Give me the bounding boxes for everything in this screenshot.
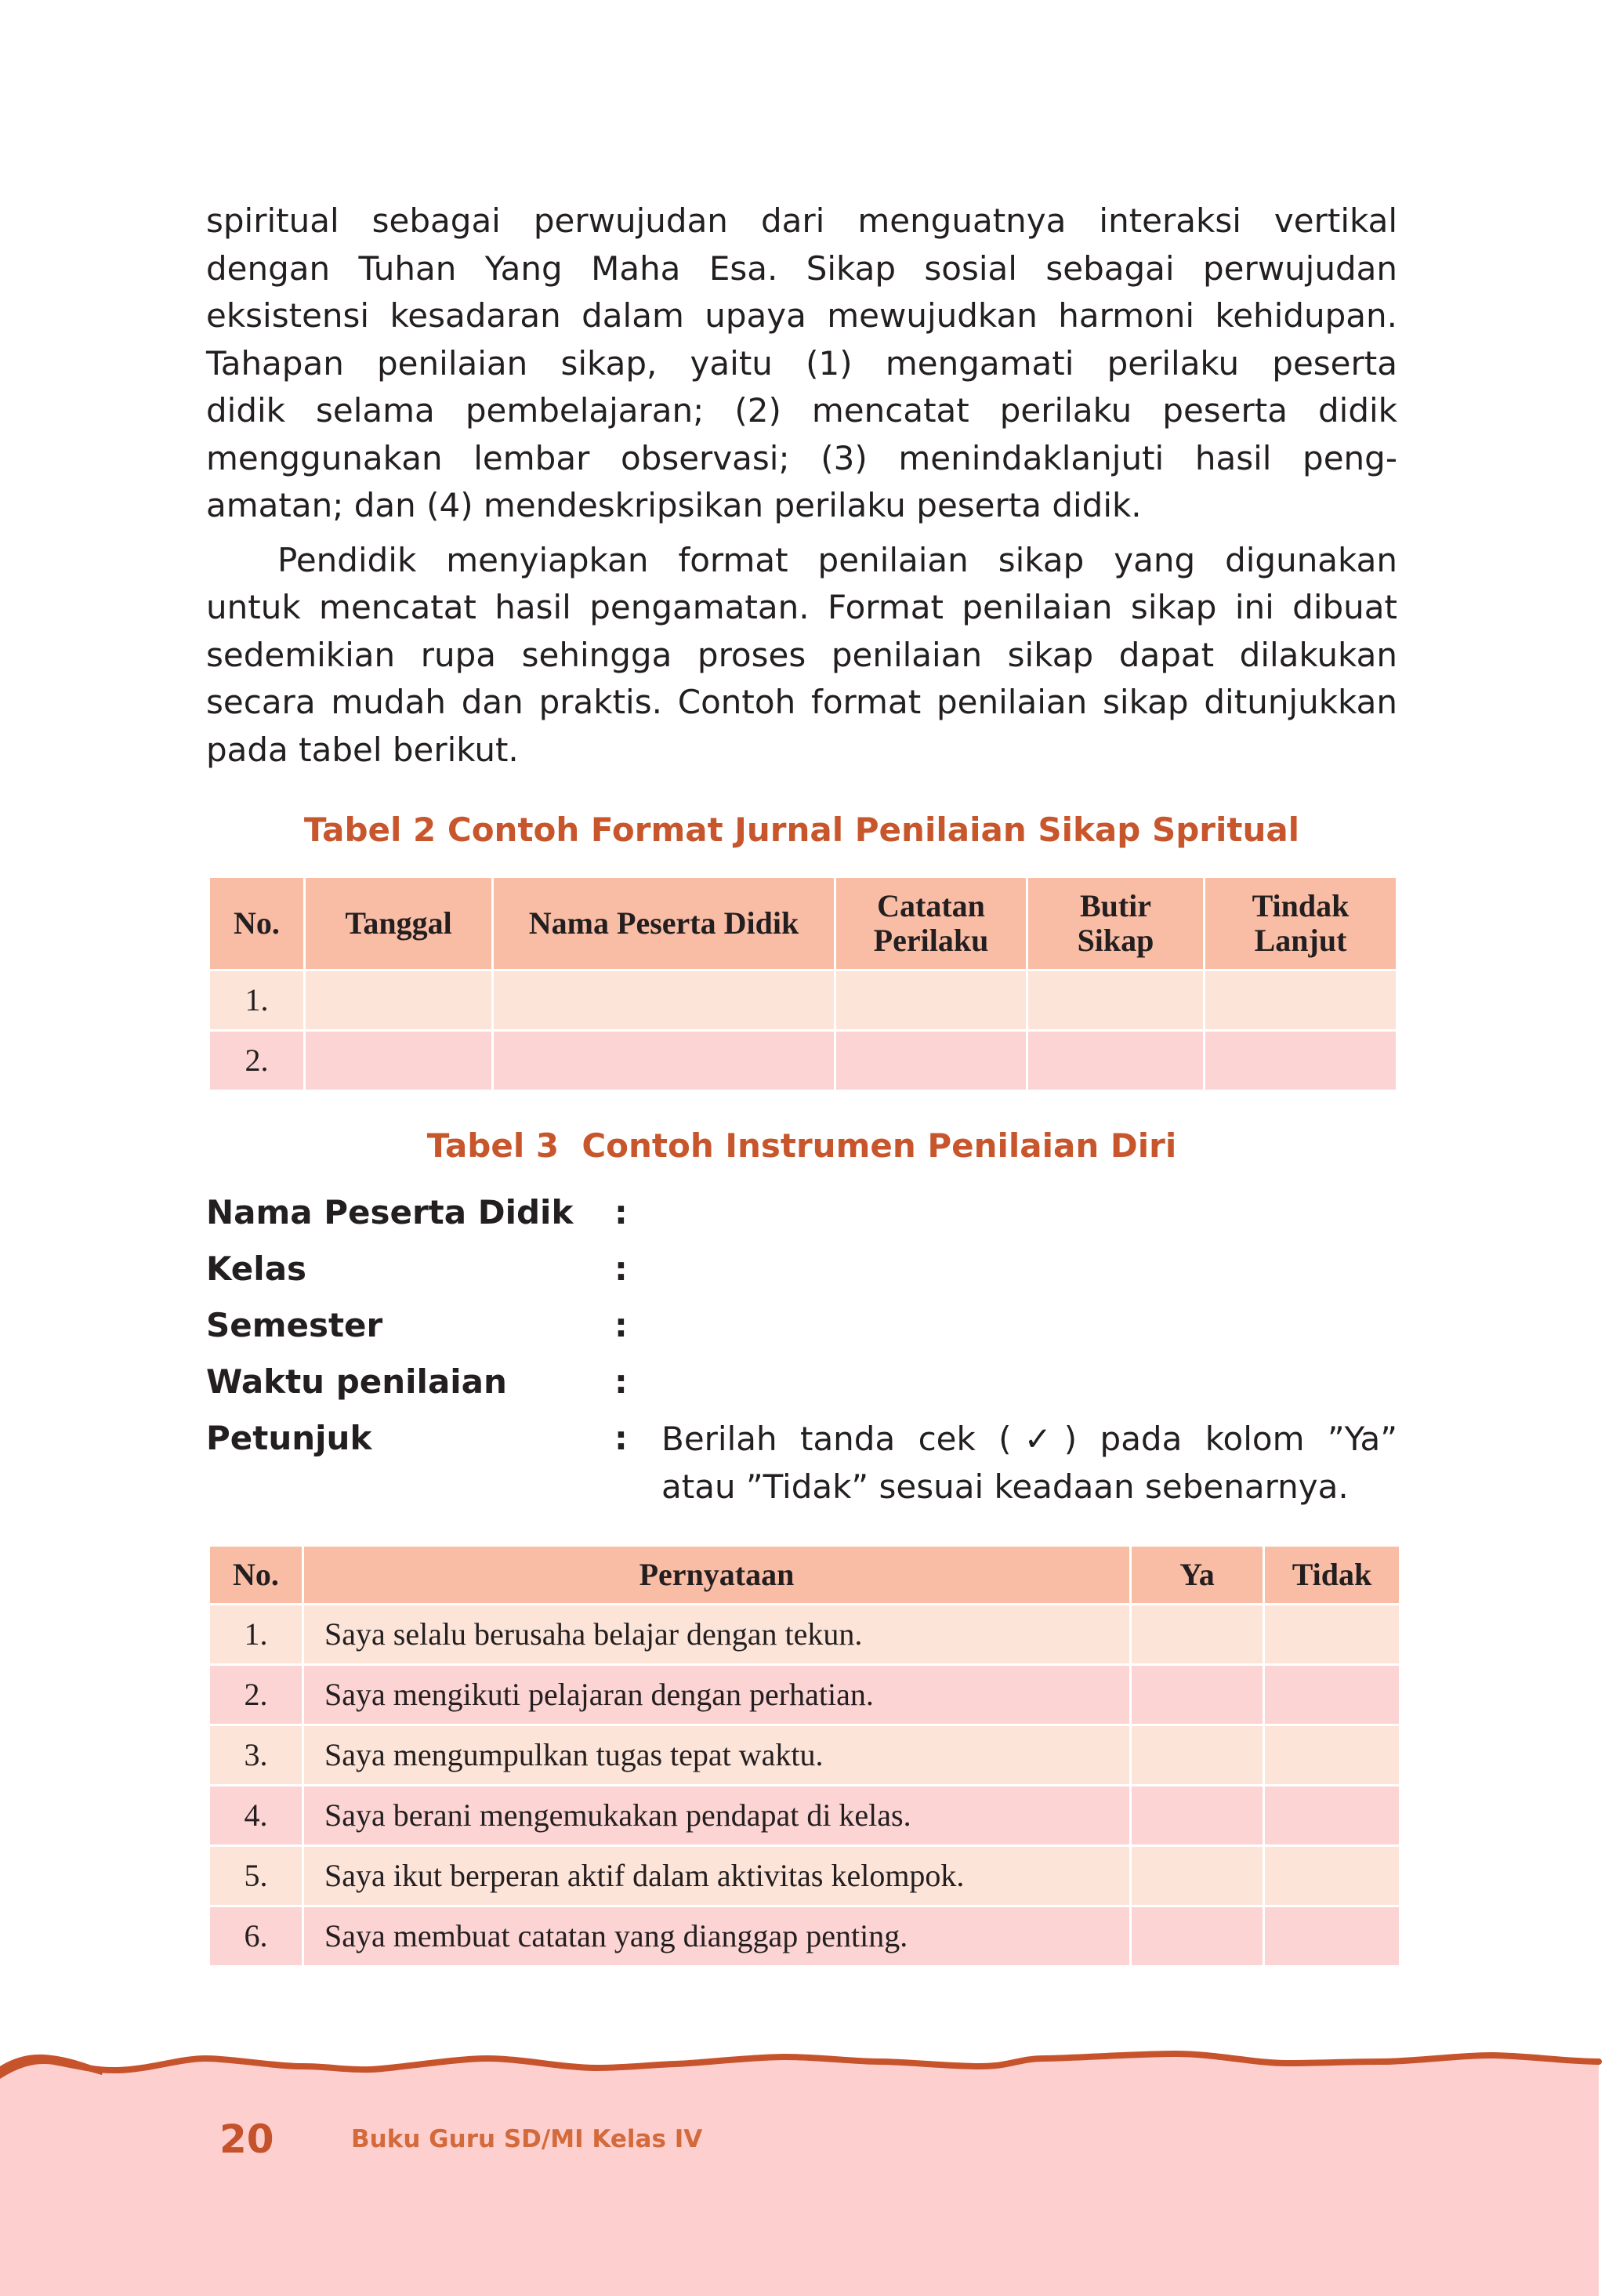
table-3-cell-statement: Saya membuat catatan yang dianggap penting. [303, 1906, 1131, 1967]
table-3-cell-no-answer [1264, 1846, 1400, 1906]
table-2-cell-no: 2. [209, 1031, 305, 1091]
table-3-header-no-answer: Tidak [1264, 1546, 1400, 1605]
paragraph-1 [206, 198, 1397, 530]
table-2-header-attitude-item [1027, 877, 1205, 970]
table-3-cell-statement: Saya mengumpulkan tugas tepat waktu. [303, 1725, 1131, 1786]
table-3-cell-no-answer [1264, 1725, 1400, 1786]
table-3-cell-no: 3. [209, 1725, 303, 1786]
table-3-cell-no-answer [1264, 1906, 1400, 1967]
field-label: Semester [206, 1306, 383, 1344]
body-text-line: eksistensi kesadaran dalam upaya mewujudkan harmoni kehidupan. [206, 296, 1397, 335]
instruction-line: Berilah tanda cek (✓) pada kolom ”Ya” [661, 1420, 1397, 1458]
body-text-line: amatan; dan (4) mendeskripsikan perilaku peserta didik. [206, 486, 1142, 524]
field-colon: : [614, 1306, 628, 1344]
table-3-header-no: No. [209, 1546, 303, 1605]
field-class [206, 1246, 1397, 1293]
field-label: Nama Peserta Didik [206, 1193, 574, 1231]
instruction-line: atau ”Tidak” sesuai keadaan sebenarnya. [661, 1467, 1349, 1506]
table-row [209, 1786, 1400, 1846]
table-3-cell-statement: Saya selalu berusaha belajar dengan tekun. [303, 1605, 1131, 1665]
field-colon: : [614, 1362, 628, 1401]
table-3-header-row [209, 1546, 1400, 1605]
table-3-cell-no-answer [1264, 1665, 1400, 1725]
table-3-cell-yes [1131, 1846, 1264, 1906]
table-3-cell-yes [1131, 1906, 1264, 1967]
table-3-cell-yes [1131, 1786, 1264, 1846]
body-text-line: Pendidik menyiapkan format penilaian sikap yang digunakan [277, 540, 1397, 579]
table-2-cell-behavior-notes [835, 970, 1027, 1031]
table-3-caption: Tabel 3 Contoh Instrumen Penilaian Diri [426, 1126, 1177, 1165]
table-2-cell-no: 1. [209, 970, 305, 1031]
field-colon: : [614, 1193, 628, 1231]
header-text: Tanggal [345, 905, 452, 941]
header-text: Catatan [877, 888, 985, 923]
table-2-header-date [305, 877, 493, 970]
table-2-cell-behavior-notes [835, 1031, 1027, 1091]
table-2-cell-attitude-item [1027, 970, 1205, 1031]
table-2-cell-attitude-item [1027, 1031, 1205, 1091]
table-2-attitude-journal [208, 876, 1398, 1092]
header-text: Butir [1079, 888, 1152, 923]
table-3-cell-no: 4. [209, 1786, 303, 1846]
header-text: Sikap [1077, 923, 1154, 958]
table-3-cell-yes [1131, 1665, 1264, 1725]
field-colon: : [614, 1250, 628, 1288]
page-number: 20 [219, 2116, 274, 2162]
table-3-header-yes: Ya [1131, 1546, 1264, 1605]
paragraph-2 [206, 537, 1397, 774]
header-text: Nama Peserta Didik [528, 905, 799, 941]
header-text: Lanjut [1254, 923, 1347, 958]
table-3-cell-no-answer [1264, 1605, 1400, 1665]
book-title: Buku Guru SD/MI Kelas IV [351, 2125, 703, 2153]
table-row [209, 970, 1397, 1031]
table-2-header-behavior-notes [835, 877, 1027, 970]
table-3-cell-no: 2. [209, 1665, 303, 1725]
field-student-name [206, 1189, 1397, 1236]
body-text-line: sedemikian rupa sehingga proses penilaian sikap dapat dilakukan [206, 635, 1397, 674]
table-3-header-statement: Pernyataan [303, 1546, 1131, 1605]
table-3-self-assessment [208, 1544, 1401, 1968]
table-3-cell-statement: Saya mengikuti pelajaran dengan perhatian. [303, 1665, 1131, 1725]
table-2-header-no [209, 877, 305, 970]
table-3-cell-yes [1131, 1605, 1264, 1665]
table-row [209, 1725, 1400, 1786]
table-row [209, 1846, 1400, 1906]
body-text-line: untuk mencatat hasil pengamatan. Format penilaian sikap ini dibuat [206, 588, 1397, 626]
header-text: Tindak [1252, 888, 1350, 923]
table-3-cell-statement: Saya ikut berperan aktif dalam aktivitas kelompok. [303, 1846, 1131, 1906]
table-row [209, 1031, 1397, 1091]
field-label: Kelas [206, 1250, 307, 1288]
table-2-caption: Tabel 2 Contoh Format Jurnal Penilaian Sikap Spritual [303, 811, 1300, 849]
footer-decoration [0, 2038, 1605, 2296]
header-text: No. [234, 905, 280, 941]
body-text-line: spiritual sebagai perwujudan dari menguatnya interaksi vertikal [206, 201, 1397, 240]
body-text [206, 198, 1397, 774]
table-2-cell-student-name [493, 1031, 835, 1091]
field-label: Waktu penilaian [206, 1362, 507, 1401]
table-3-cell-no: 1. [209, 1605, 303, 1665]
body-text-line: pada tabel berikut. [206, 730, 519, 769]
field-semester [206, 1302, 1397, 1349]
body-text-line: dengan Tuhan Yang Maha Esa. Sikap sosial sebagai perwujudan [206, 248, 1397, 288]
table-2-cell-follow-up [1205, 1031, 1397, 1091]
body-text-line: secara mudah dan praktis. Contoh format penilaian sikap ditunjukkan [206, 683, 1397, 721]
table-2-cell-date [305, 970, 493, 1031]
footer-band [0, 2054, 1599, 2296]
table-2-cell-date [305, 1031, 493, 1091]
self-assessment-identity-form [206, 1189, 1397, 1510]
table-2-cell-student-name [493, 970, 835, 1031]
instruction-text [661, 1415, 1397, 1511]
header-text: Perilaku [873, 923, 989, 958]
field-assessment-time [206, 1358, 1397, 1406]
body-text-line: Tahapan penilaian sikap, yaitu (1) mengamati perilaku peserta [206, 343, 1397, 383]
table-2-header-row [209, 877, 1397, 970]
table-2-header-student-name [493, 877, 835, 970]
table-3-cell-no-answer [1264, 1786, 1400, 1846]
table-row [209, 1665, 1400, 1725]
body-text-line: didik selama pembelajaran; (2) mencatat perilaku peserta didik [206, 391, 1397, 430]
body-text-line: menggunakan lembar observasi; (3) menindaklanjuti hasil peng- [206, 438, 1397, 477]
table-2-cell-follow-up [1205, 970, 1397, 1031]
table-3-cell-statement: Saya berani mengemukakan pendapat di kelas. [303, 1786, 1131, 1846]
table-row [209, 1605, 1400, 1665]
table-3-cell-yes [1131, 1725, 1264, 1786]
field-colon: : [614, 1419, 628, 1457]
table-3-cell-no: 6. [209, 1906, 303, 1967]
field-instructions [206, 1415, 1397, 1510]
field-label: Petunjuk [206, 1419, 372, 1457]
table-row [209, 1906, 1400, 1967]
table-3-cell-no: 5. [209, 1846, 303, 1906]
table-2-header-follow-up [1205, 877, 1397, 970]
